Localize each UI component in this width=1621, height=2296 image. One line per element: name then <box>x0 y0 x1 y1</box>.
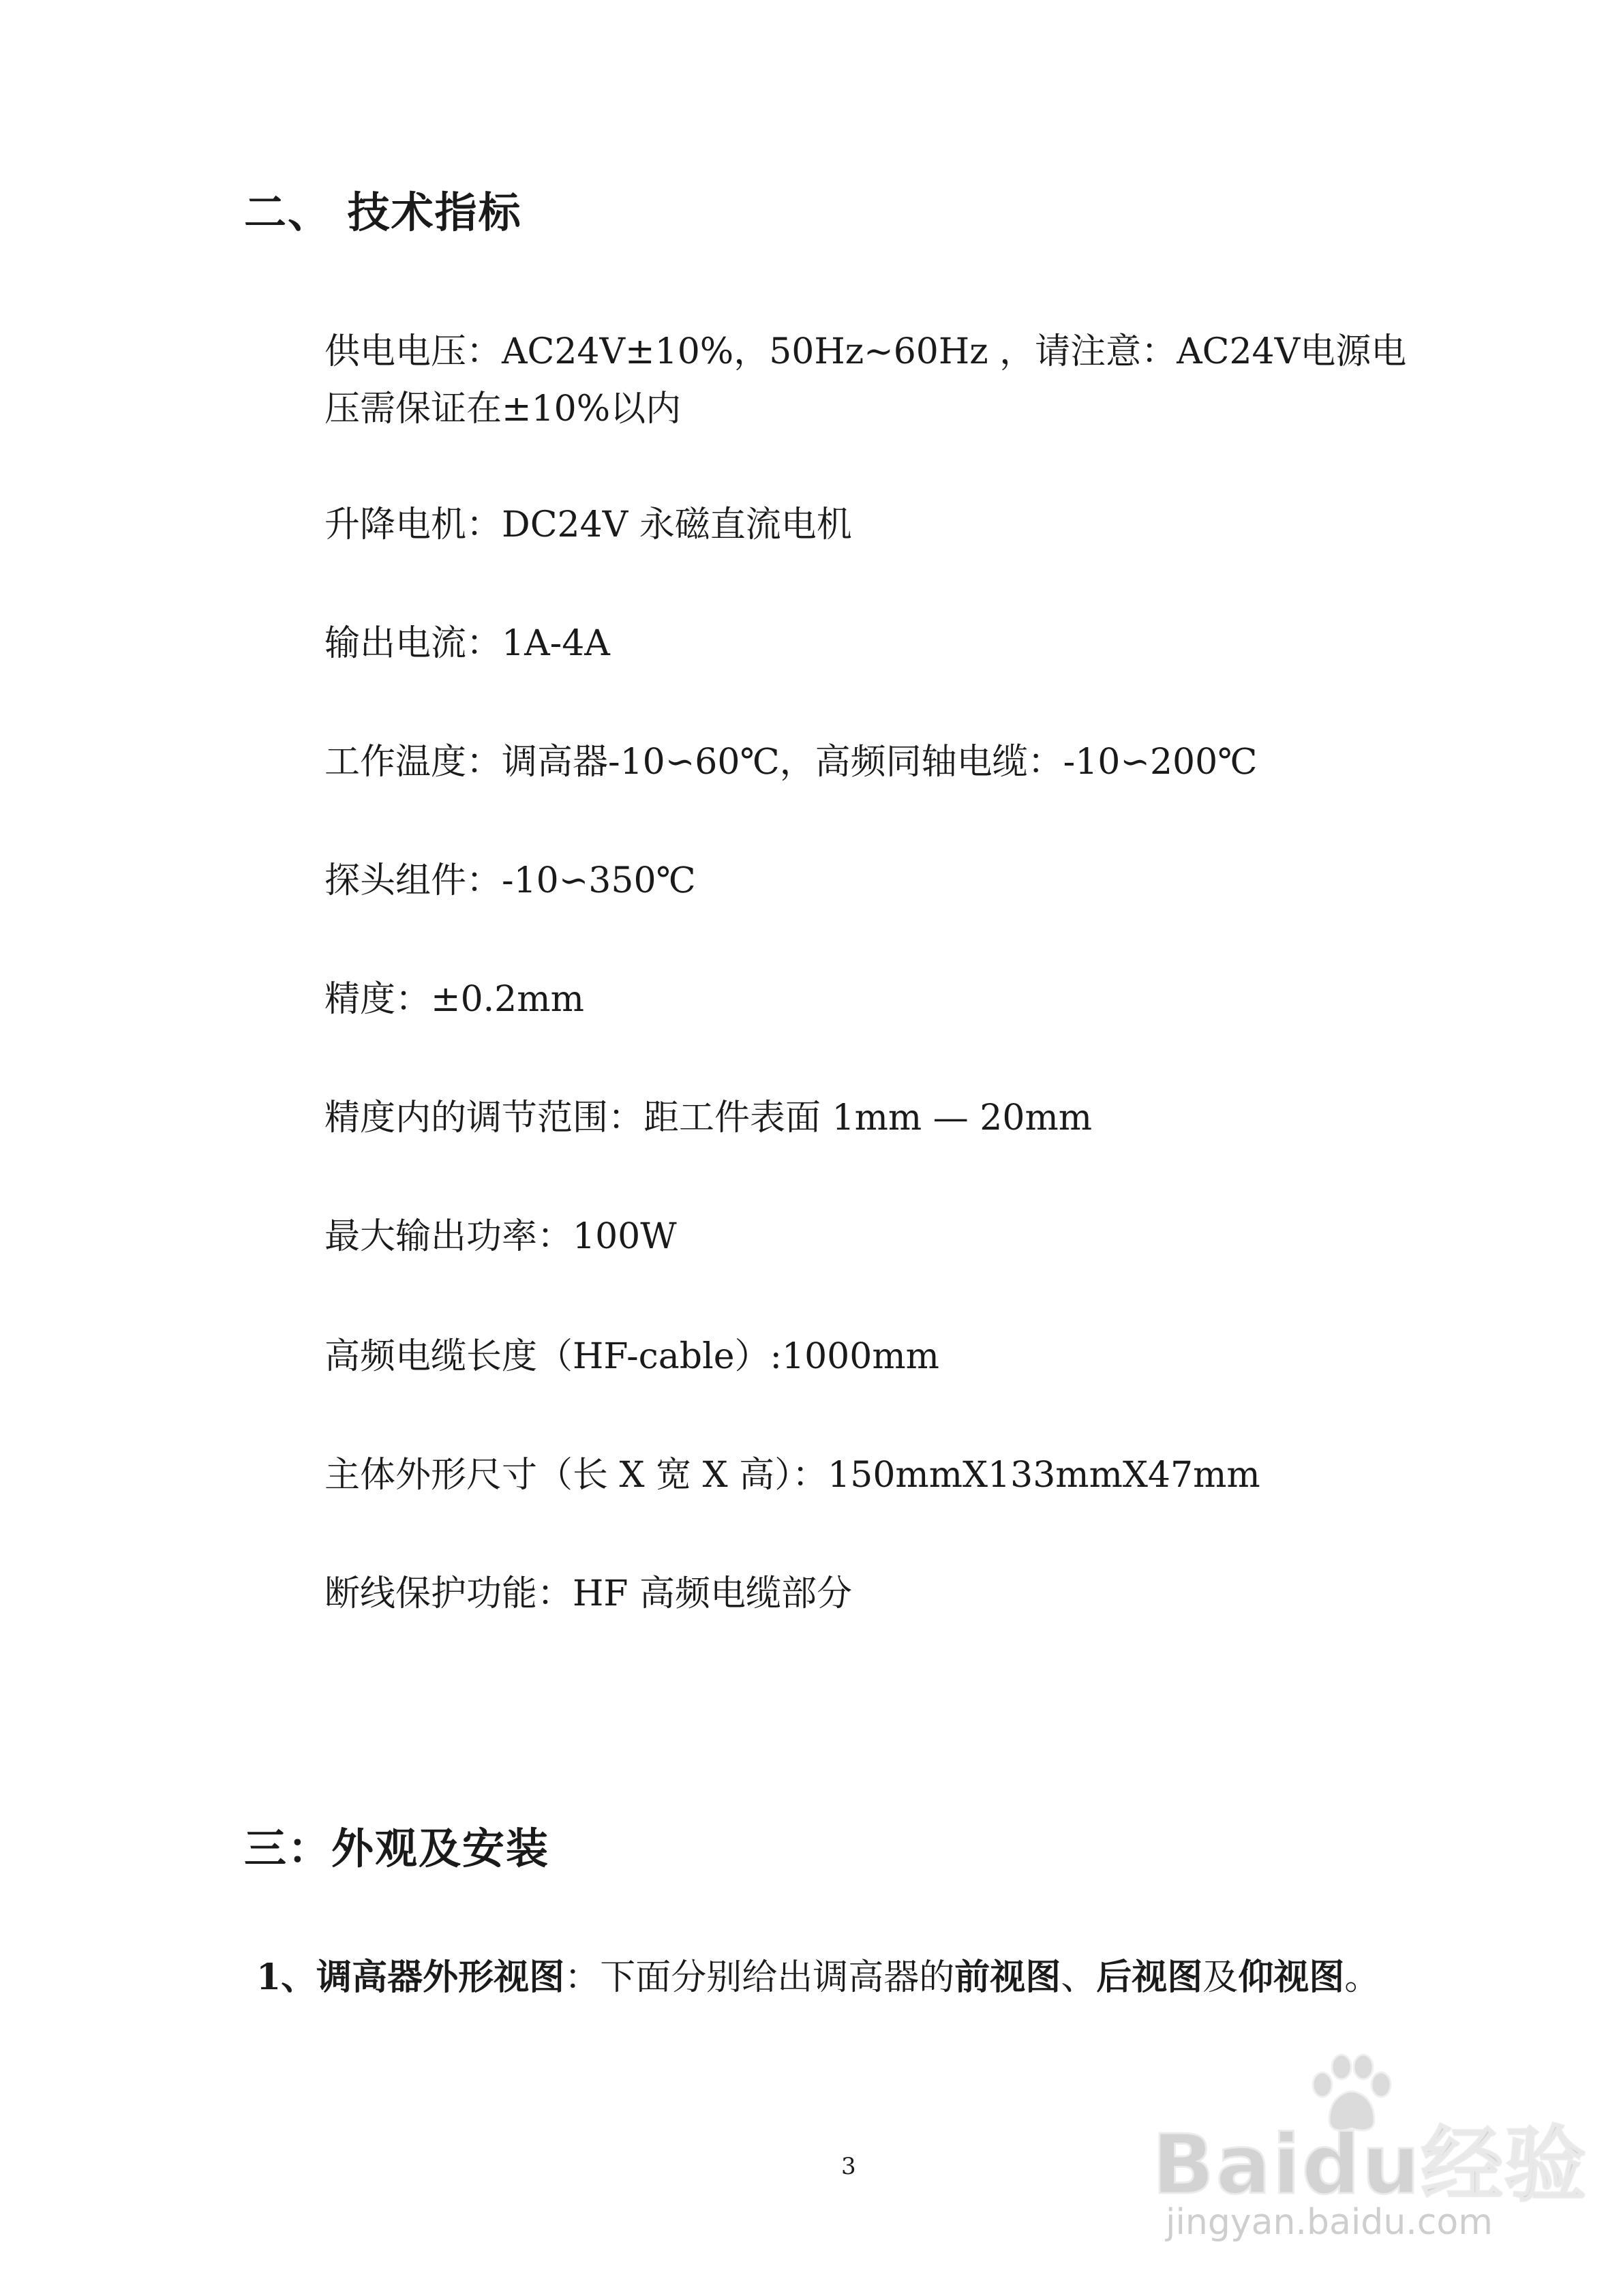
baidu-jingyan-url: jingyan.baidu.com <box>1166 2202 1493 2243</box>
spec-max-output-power: 最大输出功率：100W <box>324 1216 677 1257</box>
spec-break-protection: 断线保护功能：HF 高频电缆部分 <box>324 1573 852 1614</box>
spec-body-dimensions: 主体外形尺寸（长 X 宽 X 高）：150mmX133mmX47mm <box>324 1455 1260 1496</box>
baidu-jingyan-watermark <box>1152 2052 1588 2256</box>
page-number: 3 <box>841 2153 856 2180</box>
spec-output-current: 输出电流：1A-4A <box>324 623 610 664</box>
spec-supply-voltage-line1: 供电电压：AC24V±10%，50Hz~60Hz ，请注意：AC24V电源电 <box>324 331 1407 372</box>
intro-front-view: 前视图 <box>954 1957 1061 1998</box>
baidu-jingyan-logo-text: Baidu经验 <box>1152 2118 1588 2213</box>
intro-bottom-view: 仰视图 <box>1238 1957 1345 1998</box>
section-2-heading: 二、 技术指标 <box>244 187 522 237</box>
spec-supply-voltage-line2: 压需保证在±10%以内 <box>324 389 682 429</box>
spec-lift-motor: 升降电机：DC24V 永磁直流电机 <box>324 504 852 545</box>
intro-and: 及 <box>1202 1957 1239 1998</box>
section-3-intro <box>256 1948 1380 1999</box>
intro-text: ：下面分别给出调高器的 <box>564 1957 955 1998</box>
spec-accuracy: 精度：±0.2mm <box>324 979 584 1020</box>
spec-hf-cable-length: 高频电缆长度（HF-cable）:1000mm <box>324 1336 939 1377</box>
spec-probe-assembly: 探头组件：-10∽350℃ <box>324 860 696 901</box>
section-3-heading: 三：外观及安装 <box>244 1824 550 1873</box>
spec-working-temperature: 工作温度：调高器-10∽60℃，高频同轴电缆：-10∽200℃ <box>324 742 1258 783</box>
intro-back-view: 后视图 <box>1096 1957 1203 1998</box>
intro-end: 。 <box>1344 1957 1380 1998</box>
spec-adjustment-range: 精度内的调节范围：距工件表面 1mm — 20mm <box>324 1098 1093 1138</box>
spec-supply-voltage <box>324 323 1406 438</box>
intro-lead: 1、调高器外形视图 <box>256 1957 565 1998</box>
intro-separator: 、 <box>1061 1957 1097 1998</box>
